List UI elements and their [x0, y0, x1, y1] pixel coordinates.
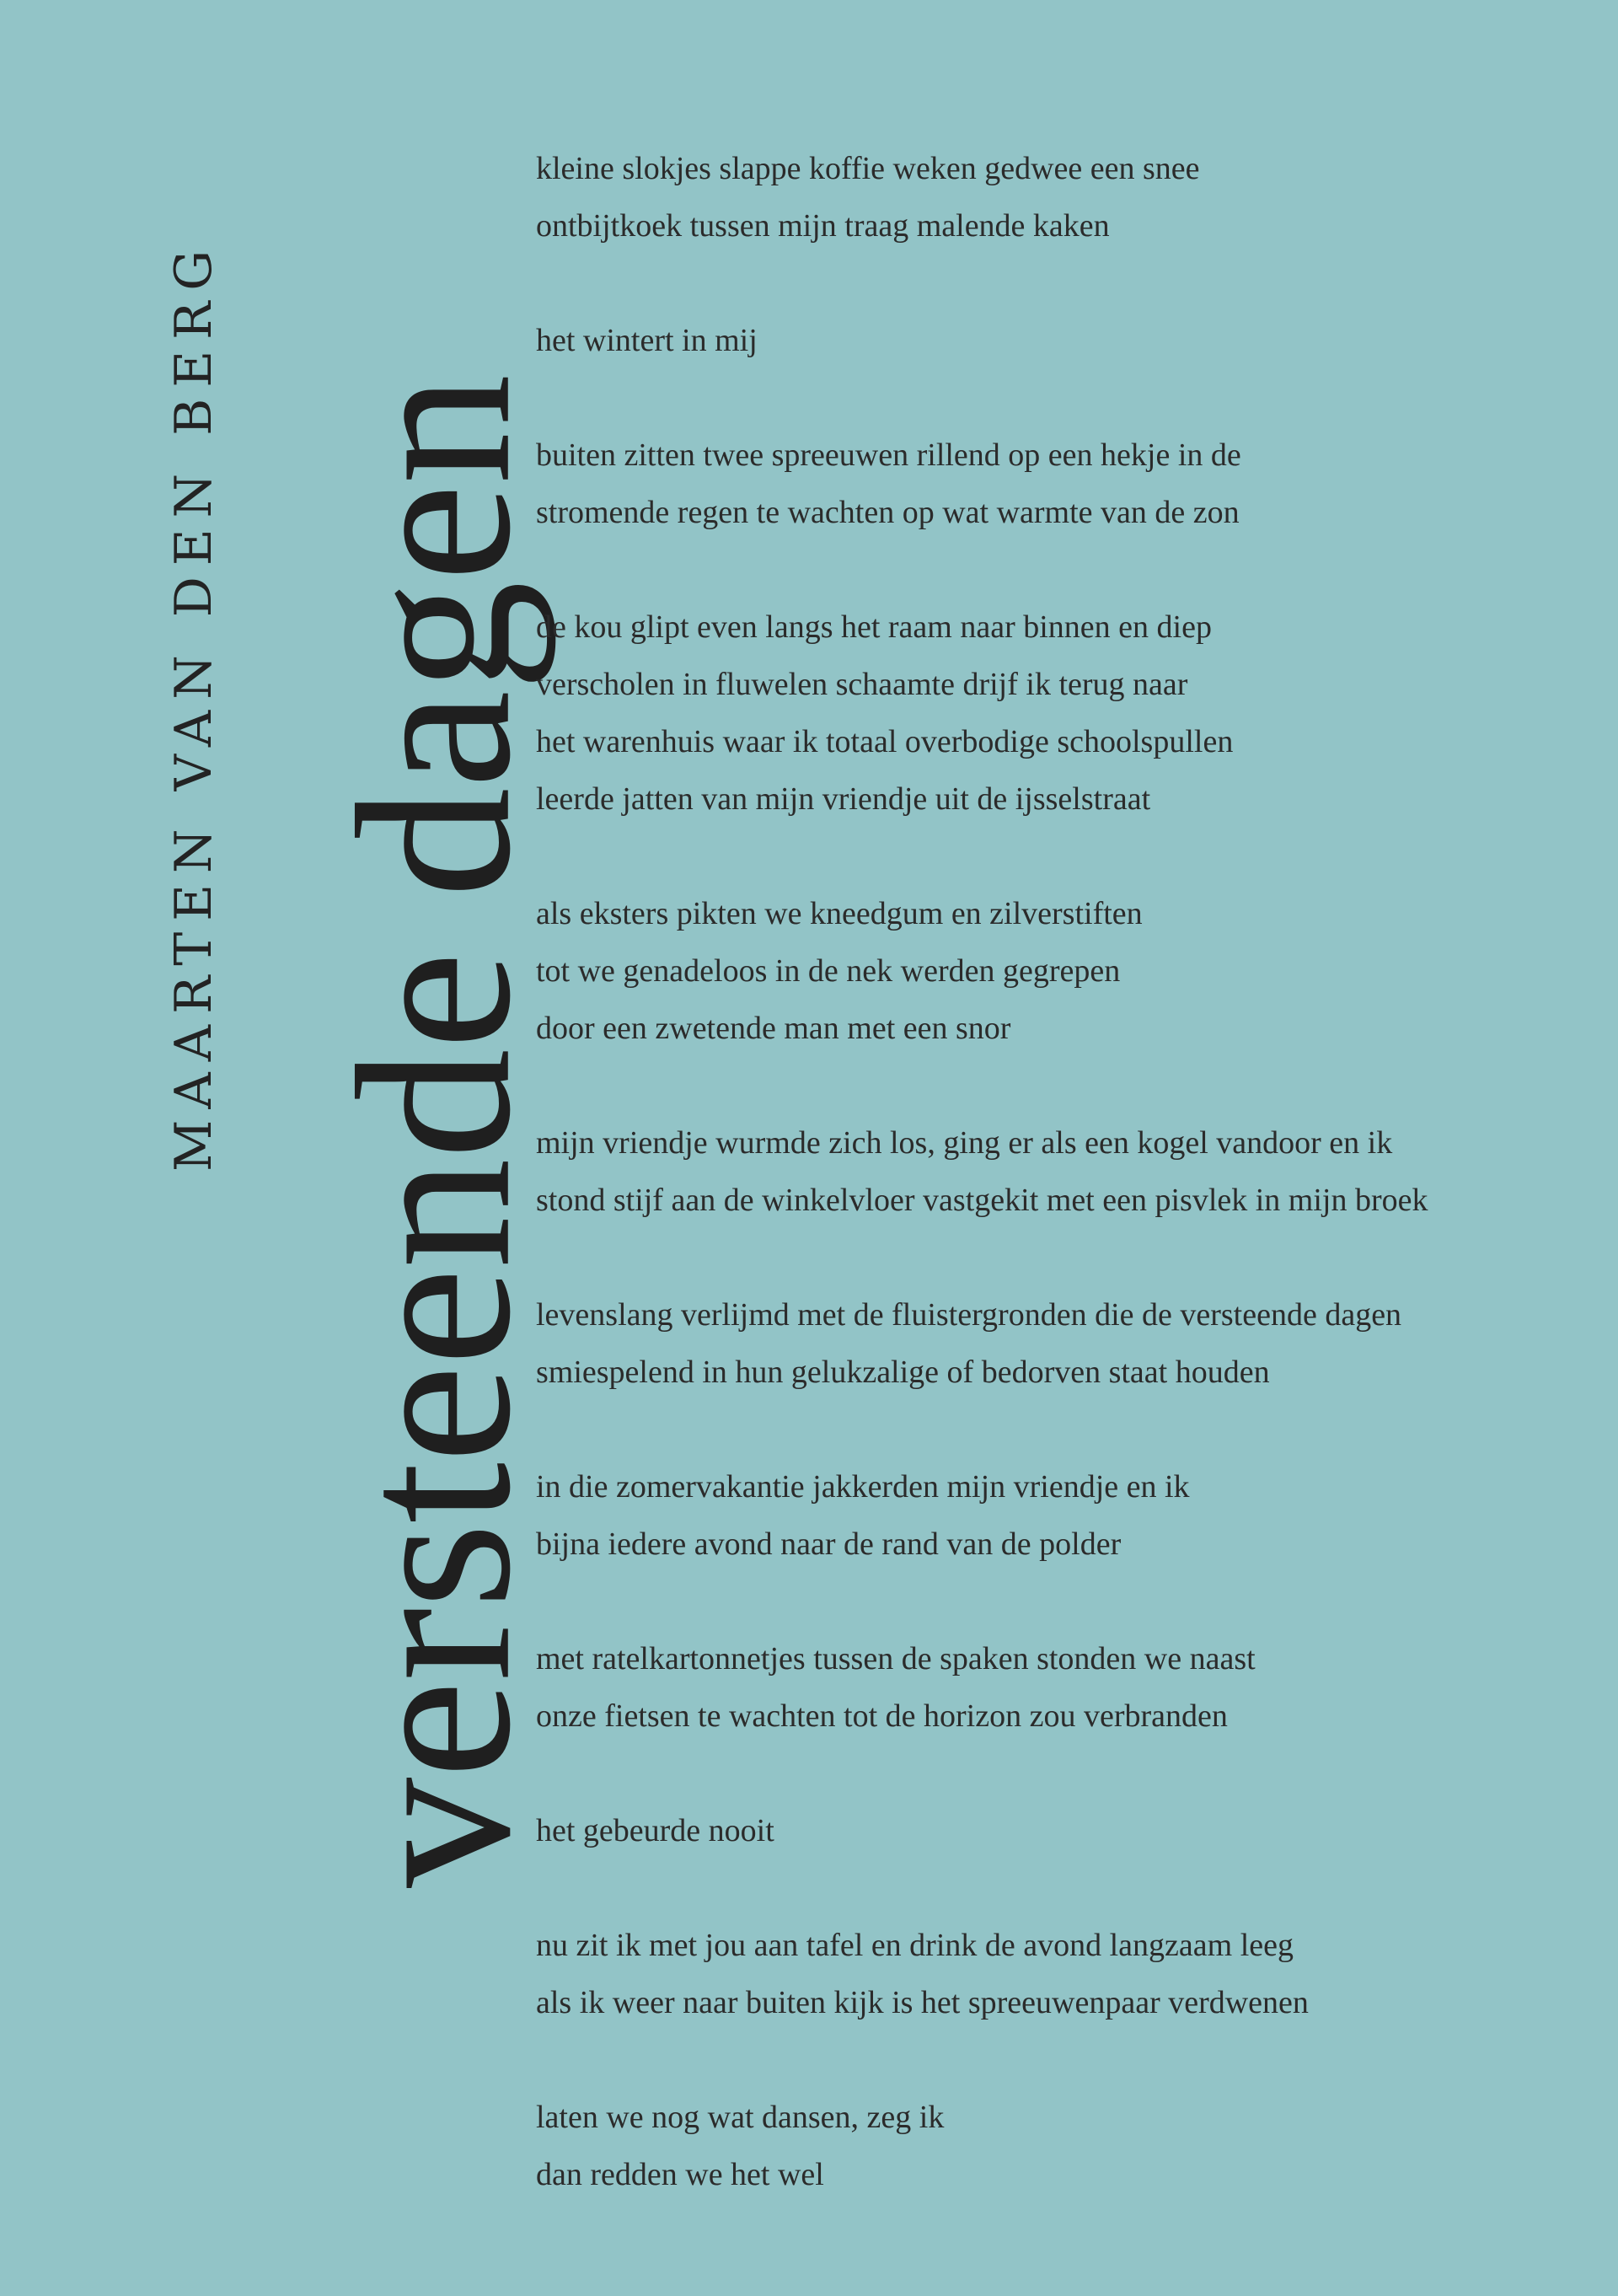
stanza — [536, 1917, 1497, 2031]
poem-line: stromende regen te wachten op wat warmte van de zon — [536, 495, 1240, 530]
poem-line: het gebeurde nooit — [536, 1813, 774, 1848]
stanza — [536, 1802, 1497, 1859]
poem-line: smiespelend in hun gelukzalige of bedorven staat houden — [536, 1355, 1270, 1390]
poem-line: dan redden we het wel — [536, 2157, 824, 2192]
stanza — [536, 598, 1497, 828]
poem-line: kleine slokjes slappe koffie weken gedwee een snee — [536, 151, 1200, 186]
poem-line: buiten zitten twee spreeuwen rillend op een hekje in de — [536, 437, 1241, 473]
poem-line: onze fietsen te wachten tot de horizon zou verbranden — [536, 1698, 1228, 1734]
poem-line: nu zit ik met jou aan tafel en drink de avond langzaam leeg — [536, 1928, 1294, 1963]
poem-body — [536, 140, 1497, 2261]
poem-line: de kou glipt even langs het raam naar binnen en diep — [536, 609, 1212, 645]
poem-line: in die zomervakantie jakkerden mijn vriendje en ik — [536, 1469, 1190, 1505]
poem-line: tot we genadeloos in de nek werden gegrepen — [536, 953, 1121, 989]
poem-line: leerde jatten van mijn vriendje uit de ijsselstraat — [536, 781, 1151, 817]
stanza — [536, 1114, 1497, 1229]
poem-line: ontbijtkoek tussen mijn traag malende kaken — [536, 208, 1110, 244]
stanza — [536, 140, 1497, 255]
stanza — [536, 312, 1497, 369]
stanza — [536, 426, 1497, 541]
poem-line: levenslang verlijmd met de fluistergronden die de versteende dagen — [536, 1297, 1402, 1333]
poem-line: door een zwetende man met een snor — [536, 1011, 1011, 1046]
poem-line: verscholen in fluwelen schaamte drijf ik terug naar — [536, 667, 1188, 702]
poem-line: stond stijf aan de winkelvloer vastgekit met een pisvlek in mijn broek — [536, 1183, 1428, 1218]
poem-line: het wintert in mij — [536, 323, 758, 358]
stanza — [536, 1630, 1497, 1745]
poem-line: met ratelkartonnetjes tussen de spaken stonden we naast — [536, 1641, 1256, 1676]
author-block — [152, 143, 236, 1172]
poem-line: als ik weer naar buiten kijk is het spreeuwenpaar verdwenen — [536, 1985, 1309, 2020]
poem-line: bijna iedere avond naar de rand van de polder — [536, 1526, 1122, 1562]
poem-line: laten we nog wat dansen, zeg ik — [536, 2100, 945, 2135]
poem-line: als eksters pikten we kneedgum en zilverstiften — [536, 896, 1143, 931]
stanza — [536, 885, 1497, 1057]
stanza — [536, 2089, 1497, 2203]
title-block — [311, 152, 556, 1888]
poem-title: versteende dagen — [311, 374, 556, 1888]
stanza — [536, 1286, 1497, 1401]
poem-line: het warenhuis waar ik totaal overbodige schoolspullen — [536, 724, 1234, 759]
poem-line: mijn vriendje wurmde zich los, ging er als een kogel vandoor en ik — [536, 1125, 1393, 1161]
stanza — [536, 1458, 1497, 1573]
author-name: MAARTEN VAN DEN BERG — [164, 239, 223, 1172]
